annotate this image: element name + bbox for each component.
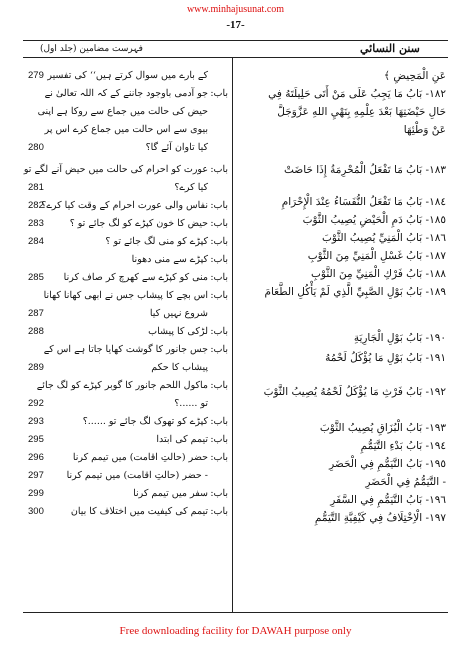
bab-label: باب: <box>210 452 228 463</box>
urdu-entry-text: کپڑے کو تھوک لگ جائے تو ......؟ <box>82 416 208 427</box>
page-ref: 287 <box>28 308 44 319</box>
page-ref: 284 <box>28 236 44 247</box>
urdu-chapter-entry <box>28 504 228 520</box>
bab-label: باب: <box>210 236 228 247</box>
urdu-chapter-entry <box>28 306 228 322</box>
bab-label: باب: <box>210 380 228 391</box>
page-ref: 279 <box>28 70 44 81</box>
urdu-chapter-entry <box>28 198 228 214</box>
urdu-entry-text: لڑکی کا پیشاب <box>148 326 208 337</box>
urdu-entry-text: تیمم کی ابتدا <box>156 434 208 445</box>
urdu-chapter-entry <box>23 162 228 178</box>
urdu-chapter-entry <box>28 342 228 358</box>
page-ref: 292 <box>28 398 44 409</box>
bab-label: باب: <box>210 200 228 211</box>
urdu-chapter-entry <box>28 396 228 412</box>
urdu-chapter-entry <box>28 486 228 502</box>
arabic-chapter-entry: ١٩٧- الْاِخْتِلَافُ فِي كَيْفِيَّةِ التَّيَمُّمِ <box>314 512 446 524</box>
urdu-entry-text: جس جانور کا گوشت کھایا جاتا ہے اس کے <box>43 344 208 355</box>
arabic-chapter-entry: عَنِ الْمَحِيضِ ﴾ <box>383 70 446 82</box>
page-ref: 283 <box>28 218 44 229</box>
urdu-entry-text: منی کو کپڑے سے کھرچ کر صاف کرنا <box>63 272 208 283</box>
urdu-entry-text: کپڑے کو منی لگ جائے تو ؟ <box>105 236 208 247</box>
page-ref: 289 <box>28 362 44 373</box>
footer-rule <box>23 612 448 613</box>
page-ref: 297 <box>28 470 44 481</box>
page-ref: 288 <box>28 326 44 337</box>
urdu-chapter-entry <box>28 432 228 448</box>
arabic-chapter-entry: - التَّيَمُّمُ فِي الْحَضَرِ <box>365 476 446 488</box>
page-ref: 300 <box>28 506 44 517</box>
arabic-chapter-entry: ١٩١- بَابُ بَوْلِ مَا يُؤْكَلُ لَحْمُهُ <box>325 352 446 364</box>
urdu-chapter-entry <box>28 216 228 232</box>
urdu-entry-text: پیشاب کا حکم <box>151 362 208 373</box>
urdu-chapter-entry <box>28 104 228 120</box>
bab-label: باب: <box>210 344 228 355</box>
page-number: -17- <box>226 19 245 31</box>
urdu-entry-text: تیمم کی کیفیت میں اختلاف کا بیان <box>70 506 208 517</box>
bab-label: باب: <box>210 164 228 175</box>
page-ref: 285 <box>28 272 44 283</box>
arabic-chapter-entry: ١٨٣- بَابُ مَا تَفْعَلُ الْمُحْرِمَةُ إِذَا حَاضَتْ <box>283 164 446 176</box>
urdu-chapter-entry <box>28 450 228 466</box>
page-ref: 293 <box>28 416 44 427</box>
urdu-entry-text: کے بارے میں سوال کرتے ہیں‘‘ کی تفسیر <box>47 70 208 81</box>
bab-label: باب: <box>210 88 228 99</box>
bab-label: باب: <box>210 272 228 283</box>
arabic-chapter-entry: ١٨٢- بَابُ مَا يَجِبُ عَلَى مَنْ أَتَى حَلِيلَتَهُ فِي <box>268 88 446 100</box>
urdu-chapter-entry <box>28 180 228 196</box>
contents-label: فہرست مضامین (جلد اول) <box>40 44 143 54</box>
column-divider <box>232 57 233 612</box>
bab-label: باب: <box>210 218 228 229</box>
arabic-chapter-entry: ١٨٨- بَابُ فَرْكِ الْمَنِيِّ مِنَ الثَّوْبِ <box>311 268 446 280</box>
urdu-entry-text: ماکول اللحم جانور کا گوبر کپڑے کو لگ جائے <box>36 380 208 391</box>
urdu-entry-text: حضر (حالتِ اقامت) میں تیمم کرنا <box>72 452 208 463</box>
urdu-chapter-entry <box>28 414 228 430</box>
urdu-entry-text: جو آدمی باوجود جاننے کے کہ اللہ تعالیٰ نے <box>44 88 208 99</box>
urdu-chapter-entry <box>28 86 228 102</box>
arabic-chapter-entry: ١٩٠- بَابُ بَوْلِ الْجَارِيَةِ <box>353 332 446 344</box>
bab-label: باب: <box>210 506 228 517</box>
urdu-entry-text: - حضر (حالتِ اقامت) میں تیمم کرنا <box>66 470 208 481</box>
header-rule-bottom <box>23 57 448 58</box>
arabic-chapter-entry: حَالِ حَيْضَتِهَا بَعْدَ عِلْمِهِ بِنَهْيِ اللهِ عَزَّوَجَلَّ <box>277 106 446 118</box>
arabic-chapter-entry: ١٩٣- بَابُ الْبُزَاقِ يُصِيبُ الثَّوْبَ <box>319 422 446 434</box>
arabic-chapter-entry: ١٨٤- بَابُ مَا تَفْعَلُ النُّفَسَاءُ عِنْدَ الْإِحْرَامِ <box>281 196 446 208</box>
bab-label: باب: <box>210 488 228 499</box>
urdu-chapter-entry <box>28 68 228 84</box>
urdu-entry-text: تو ......؟ <box>174 398 208 409</box>
page-ref: 296 <box>28 452 44 463</box>
header-rule-top <box>23 40 448 41</box>
urdu-entry-text: نفاس والی عورت احرام کے وقت کیا کرے؟ <box>41 200 208 211</box>
urdu-chapter-entry <box>28 252 228 268</box>
urdu-chapter-entry <box>28 360 228 376</box>
arabic-chapter-entry: عَنْ وَطْئِهَا <box>403 124 446 136</box>
page-ref: 280 <box>28 142 44 153</box>
bab-label: باب: <box>210 254 228 265</box>
urdu-entry-text: شروع نہیں کیا <box>149 308 208 319</box>
urdu-chapter-entry <box>28 270 228 286</box>
page-ref: 299 <box>28 488 44 499</box>
arabic-chapter-entry: ١٩٦- بَابُ التَّيَمُّمِ فِي السَّفَرِ <box>330 494 446 506</box>
arabic-chapter-entry: ١٨٦- بَابُ الْمَنِيِّ يُصِيبُ الثَّوْبَ <box>321 232 446 244</box>
urdu-entry-text: کپڑے سے منی دھونا <box>131 254 208 265</box>
site-url[interactable]: www.minhajusunat.com <box>186 4 285 15</box>
page-ref: 295 <box>28 434 44 445</box>
arabic-chapter-entry: ١٨٩- بَابُ بَوْلِ الصَّبِيِّ الَّذِي لَمْ يَأْكُلِ الطَّعَامَ <box>264 286 446 298</box>
urdu-chapter-entry <box>28 288 228 304</box>
urdu-entry-text: حیض کی حالت میں جماع سے روکا ہے اپنی <box>37 106 208 117</box>
urdu-chapter-entry <box>28 468 228 484</box>
urdu-entry-text: سفر میں تیمم کرنا <box>133 488 208 499</box>
bab-label: باب: <box>210 416 228 427</box>
urdu-chapter-entry <box>28 324 228 340</box>
arabic-chapter-entry: ١٨٧- بَابُ غَسْلِ الْمَنِيِّ مِنَ الثَّوْبِ <box>307 250 446 262</box>
urdu-chapter-entry <box>28 122 228 138</box>
urdu-entry-text: کیا کرے؟ <box>174 182 208 193</box>
bab-label: باب: <box>210 290 228 301</box>
arabic-chapter-entry: ١٩٤- بَابُ بَدْءِ التَّيَمُّمِ <box>360 440 446 452</box>
arabic-chapter-entry: ١٨٥- بَابُ دَمِ الْحَيْضِ يُصِيبُ الثَّوْبَ <box>302 214 446 226</box>
urdu-entry-text: کیا تاوان آئے گا؟ <box>145 142 208 153</box>
urdu-chapter-entry <box>28 234 228 250</box>
urdu-entry-text: اس بچے کا پیشاب جس نے ابھی کھانا کھانا <box>43 290 208 301</box>
urdu-entry-text: حیض کا خون کپڑے کو لگ جائے تو ؟ <box>69 218 208 229</box>
urdu-chapter-entry <box>28 140 228 156</box>
arabic-chapter-entry: ١٩٢- بَابُ فَرْثِ مَا يُؤْكَلُ لَحْمُهُ يُصِيبُ الثَّوْبَ <box>263 386 446 398</box>
bab-label: باب: <box>210 434 228 445</box>
page-ref: 281 <box>28 182 44 193</box>
arabic-chapter-entry: ١٩٥- بَابُ التَّيَمُّمِ فِي الْحَضَرِ <box>329 458 446 470</box>
book-title: سنن النسائي <box>360 42 420 55</box>
page-ref: 282 <box>28 200 44 211</box>
urdu-entry-text: عورت کو احرام کی حالت میں حیض آنے لگے تو <box>23 164 208 175</box>
footer-note: Free downloading facility for DAWAH purpose only <box>119 625 352 637</box>
urdu-entry-text: بیوی سے اس حالت میں جماع کرے اس پر <box>44 124 208 135</box>
bab-label: باب: <box>210 326 228 337</box>
urdu-chapter-entry <box>28 378 228 394</box>
